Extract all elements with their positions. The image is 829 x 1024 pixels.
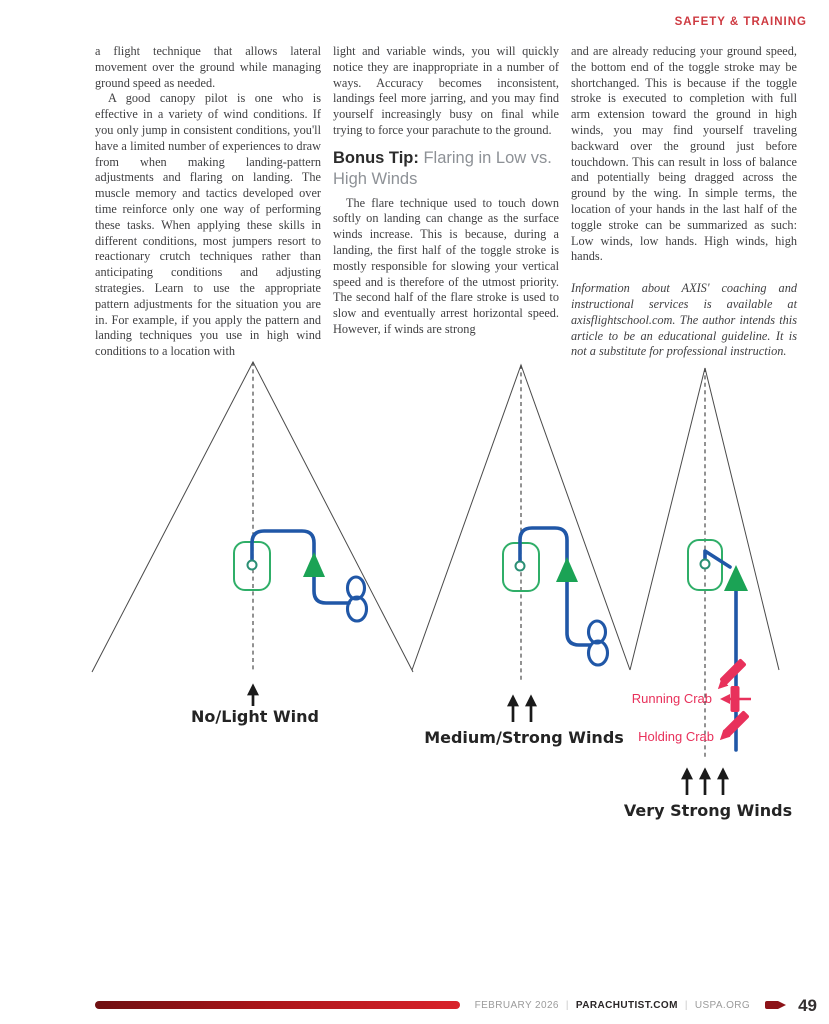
landing-pattern-diagram (0, 350, 829, 830)
page-footer (95, 997, 817, 1013)
paragraph: a flight technique that allows lateral movement over the ground while managing ground speed as needed. (95, 44, 321, 90)
bonus-tip-heading (333, 148, 559, 191)
jumper-start-symbol (589, 621, 608, 665)
magazine-site: PARACHUTIST.COM (575, 999, 678, 1011)
canopy-crab-mark (719, 658, 747, 686)
final-approach-arrow (303, 552, 325, 577)
zone-label: Medium/Strong Winds (424, 728, 624, 747)
bonus-tip-lead: Bonus Tip: (333, 148, 419, 167)
zone-no-light-wind (92, 362, 413, 726)
target-point (248, 561, 257, 570)
bonus-tip-subtitle: Flaring in Low vs. High Winds (333, 148, 552, 189)
page-number: 49 (798, 995, 817, 1015)
paragraph: light and variable winds, you will quickly notice they are inappropriate in a number of ways. Accuracy becomes inconsistent, landings feel more jarring, and you may find yourself increasingly busy on final while trying to force your parachute to the ground. (333, 44, 559, 137)
target-point (516, 562, 525, 571)
paragraph: and are already reducing your ground speed, the bottom end of the toggle stroke may be shortchanged. This is because if the toggle stroke is executed to completion with full arm extension toward the ground in high winds, you may find yourself traveling backward over the ground just before touchdown. This can result in loss of balance and potentially being dragged across the ground by the wing. In simple terms, the location of your hands in the last half of the toggle stroke can be summarized as such: Low winds, low hands. High winds, high hands. (571, 44, 797, 264)
page-marker-icon (764, 1000, 787, 1010)
section-header: SAFETY & TRAINING (674, 16, 807, 28)
org-site: USPA.ORG (694, 999, 751, 1011)
article-column-1 (95, 44, 321, 360)
separator: | (565, 999, 569, 1011)
separator: | (684, 999, 688, 1011)
article-column-2 (333, 44, 559, 360)
flight-path (520, 528, 590, 645)
running-crab-label: Running Crab (631, 691, 712, 706)
zone-very-strong-winds (624, 368, 792, 820)
final-approach-arrow (724, 565, 748, 591)
zone-medium-strong-winds (412, 365, 630, 747)
article-column-3 (571, 44, 797, 360)
paragraph: The flare technique used to touch down softly on landing can change as the surface winds increase. This is because, during a landing, the first half of the toggle stroke is mostly responsible for slowing your vertical speed and is therefore of the utmost priority. The second half of the flare stroke is used to slow and eventually arrest horizontal speed. However, if winds are strong (333, 195, 559, 337)
issue-date: FEBRUARY 2026 (474, 999, 559, 1011)
final-approach-arrow (556, 557, 578, 582)
editorial-note: Information about AXIS' coaching and instructional services is available at axisflightschool.com. The author intends this article to be an educational guideline. It is not a substitute for professional instruction. (571, 281, 797, 359)
jumper-start-symbol (348, 577, 367, 621)
paragraph: A good canopy pilot is one who is effective in a variety of wind conditions. If you only jump in consistent conditions, you'll have a limited number of experiences to draw from when making landing-pattern adjustments and flaring on landing. The muscle memory and tactics developed over time reinforce only one way of performing these tasks. When applying these skills in different conditions, most jumpers resort to reactionary crutch techniques rather than anticipating conditions and adjusting strategies. Learn to use the appropriate pattern adjustments for the situation you are in. For example, if you apply the pattern and landing techniques you use in high wind conditions to a location with (95, 91, 321, 359)
flight-path (252, 531, 349, 603)
zone-label: No/Light Wind (191, 707, 319, 726)
article-body (95, 44, 797, 360)
target-point (701, 560, 710, 569)
footer-rule (95, 1001, 460, 1009)
canopy-crab-mark (731, 686, 740, 712)
zone-label: Very Strong Winds (623, 801, 793, 820)
footer-meta (475, 1000, 751, 1011)
holding-crab-label: Holding Crab (638, 729, 714, 744)
